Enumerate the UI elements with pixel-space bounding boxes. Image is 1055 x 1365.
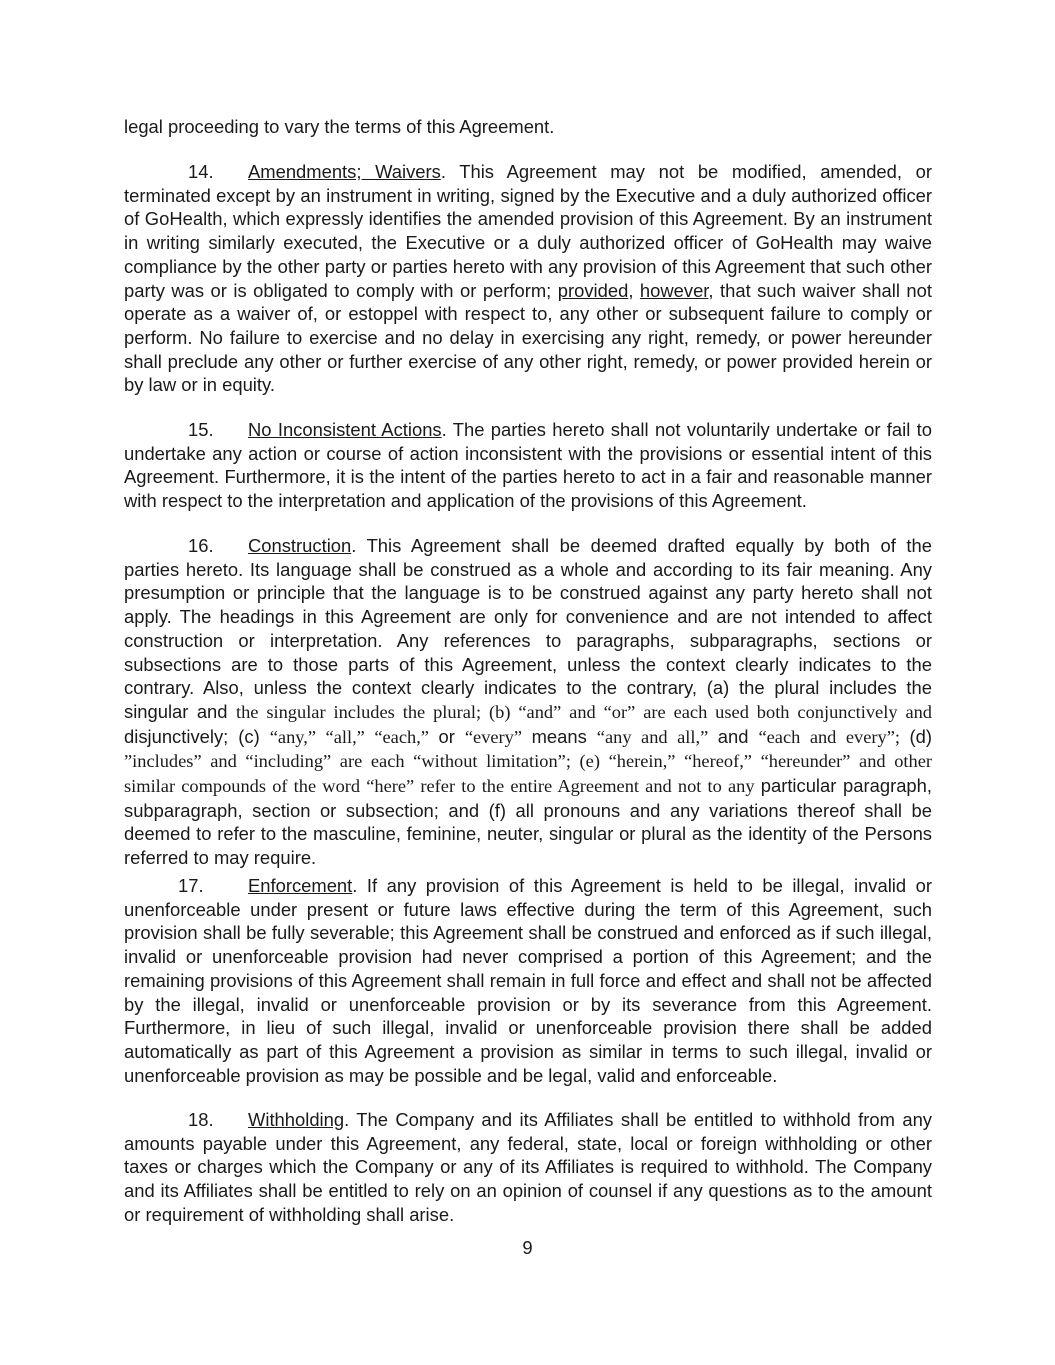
section-18 (124, 1108, 932, 1227)
section-text: , (628, 279, 640, 301)
section-15 (124, 418, 932, 513)
section-heading: Construction (248, 535, 352, 556)
section-number: 18. (188, 1109, 214, 1130)
section-heading: No Inconsistent Actions (248, 419, 442, 440)
section-text: or (438, 725, 465, 747)
section-heading: Amendments; Waivers (248, 161, 441, 182)
section-text: . The parties hereto shall not voluntarily undertake or fail to undertake any action or course of action inconsistent with the provisions or essential intent of this Agreement. Furthermore, it is the intent of the parties hereto to act in a fair and reasonable manner with respect to the interpretation and application of the provisions of this Agreement. (124, 419, 932, 512)
however-term: however (639, 279, 709, 301)
section-heading: Withholding (248, 1109, 345, 1130)
section-text: “each and every”; (758, 726, 910, 747)
section-text: means (531, 725, 597, 747)
section-text: “any,” “all,” “each,” (269, 726, 439, 747)
section-heading: Enforcement (248, 875, 353, 896)
section-number: 17. (178, 875, 204, 896)
section-17 (124, 874, 932, 1087)
section-text: the singular includes the plural; (b) “and” and “or” are each used both conjunctively and (235, 701, 932, 722)
section-number: 16. (188, 535, 214, 556)
section-text: . The Company and its Affiliates shall be entitled to withhold from any amounts payable under this Agreement, any federal, state, local or foreign withholding or other taxes or charges which the Company or any of its Affiliates is required to withhold. The Company and its Affiliates shall be entitled to rely on an opinion of counsel if any questions as to the amount or requirement of withholding shall arise. (124, 1109, 932, 1225)
provided-term: provided (557, 279, 629, 301)
section-text: “every” (464, 726, 532, 747)
section-text: “any and all,” (596, 726, 718, 747)
section-text: disjunctively; (c) (124, 725, 270, 747)
page-number: 9 (522, 1237, 533, 1258)
section-text: . This Agreement may not be modified, amended, or terminated except by an instrument in writing, signed by the Executive and a duly authorized officer of GoHealth, which expressly identifies the amended provision of this Agreement. By an instrument in writing similarly executed, the Executive or a duly authorized officer of GoHealth may waive compliance by the other party or parties hereto with any provision of this Agreement that such other party was or is obligated to comply with or perform; (124, 161, 932, 301)
section-text: particular paragraph, subparagraph, section or subsection; and (f) all pronouns and any variations thereof shall be deemed to refer to the masculine, feminine, neuter, singular or plural as the identity of the Persons referred to may require. (124, 775, 932, 869)
section-number: 14. (188, 161, 214, 182)
section-text: and (717, 725, 759, 747)
section-text: , that such waiver shall not operate as a waiver of, or estoppel with respect to, any other or subsequent failure to comply or perform. No failure to exercise and no delay in exercising any right, remedy, or power hereunder shall preclude any other or further exercise of any other right, remedy, or power provided herein or by law or in equity. (124, 279, 932, 396)
section-text: (d) (909, 725, 933, 747)
section-14 (124, 160, 932, 397)
section-text: ”includes” and “including” are each “without limitation”; (e) “herein,” “hereof,” “hereunder” and other similar compounds of the word “here” refer to the entire Agreement and not to any (124, 751, 932, 797)
section-text: . This Agreement shall be deemed drafted equally by both of the parties hereto. Its language shall be construed as a whole and according to its fair meaning. Any presumption or principle that the language is to be construed against any party hereto shall not apply. The headings in this Agreement are only for convenience and are not intended to affect construction or interpretation. Any references to paragraphs, subparagraphs, sections or subsections are to those parts of this Agreement, unless the context clearly indicates to the contrary. Also, unless the context clearly indicates to the contrary, (a) the plural includes the singular and (124, 535, 932, 722)
section-text: . If any provision of this Agreement is held to be illegal, invalid or unenforceable under present or future laws effective during the term of this Agreement, such provision shall be fully severable; this Agreement shall be construed and enforced as if such illegal, invalid or unenforceable provision had never comprised a portion of this Agreement; and the remaining provisions of this Agreement shall remain in full force and effect and shall not be affected by the illegal, invalid or unenforceable provision or by its severance from this Agreement. Furthermore, in lieu of such illegal, invalid or unenforceable provision there shall be added automatically as part of this Agreement a provision as similar in terms to such illegal, invalid or unenforceable provision as may be possible and be legal, valid and enforceable. (124, 875, 932, 1086)
section-number: 15. (188, 419, 214, 440)
section-16 (124, 534, 932, 870)
lead-paragraph: legal proceeding to vary the terms of this Agreement. (124, 116, 555, 137)
